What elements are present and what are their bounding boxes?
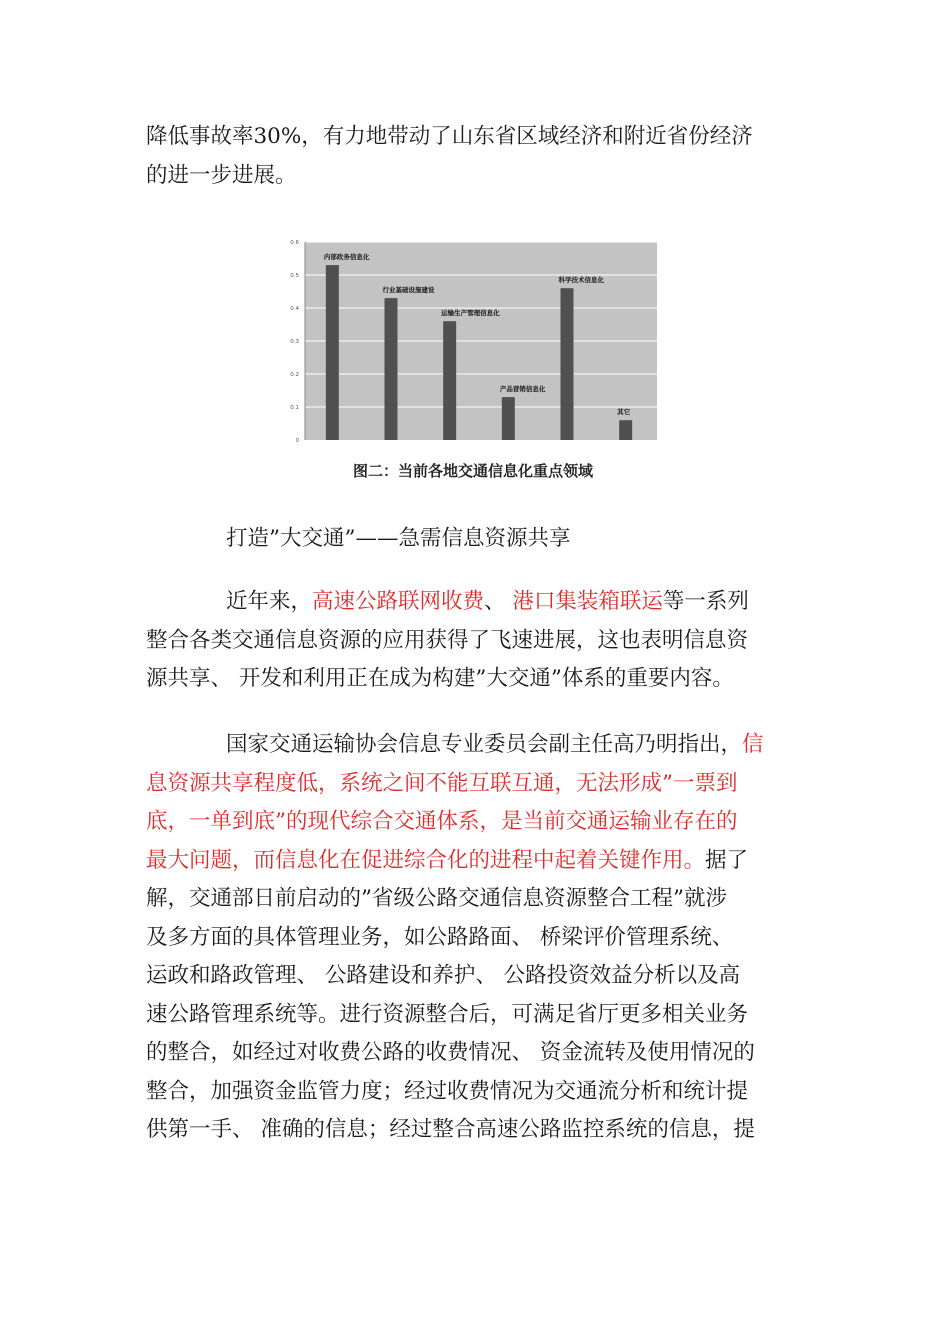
bar-category-label: 行业基础设施建设 (382, 286, 435, 295)
chart-caption: 图二：当前各地交通信息化重点领域 (352, 462, 593, 480)
text-line: 降低事故率30%，有力地带动了山东省区域经济和附近省份经济 (146, 124, 753, 149)
text-line: 整合，加强资金监管力度；经过收费情况为交通流分析和统计提 (146, 1078, 749, 1104)
y-tick-label: 0.1 (290, 405, 299, 411)
y-axis-ticks (290, 240, 299, 444)
bar-category-label: 产品营销信息化 (499, 385, 546, 394)
y-tick-label: 0.5 (290, 273, 299, 279)
text-segment: 据了 (705, 847, 749, 873)
y-tick-label: 0.4 (290, 306, 299, 312)
highlight-text: 高速公路联网收费 (312, 589, 485, 614)
bar (443, 321, 456, 440)
bar (561, 288, 574, 440)
text-line: 速公路管理系统等。进行资源整合后，可满足省厅更多相关业务 (146, 1001, 749, 1027)
bar (326, 265, 339, 440)
text-segment: 国家交通运输协会信息专业委员会副主任高乃明指出， (226, 732, 743, 757)
text-segment: 近年来， (226, 589, 313, 614)
text-line: 的进一步进展。 (146, 162, 297, 188)
text-line: 运政和路政管理、 公路建设和养护、 公路投资效益分析以及高 (146, 963, 741, 988)
paragraph-1 (146, 583, 806, 699)
bar (502, 397, 515, 440)
text-line (146, 726, 806, 765)
text-segment: 等一系列 (662, 589, 749, 614)
text-line: 供第一手、 准确的信息；经过整合高速公路监控系统的信息，提 (146, 1117, 755, 1142)
bar-category-label: 科学技术信息化 (558, 276, 604, 285)
text-line (146, 842, 806, 881)
bar (619, 420, 632, 440)
paragraph-2 (146, 726, 806, 1150)
highlight-text: 最大问题，而信息化在促进综合化的进程中起着关键作用。 (146, 847, 706, 873)
bar-category-label: 运输生产管理信息化 (441, 309, 500, 318)
text-line (146, 583, 806, 622)
text-line: 源共享、 开发和利用正在成为构建”大交通”体系的重要内容。 (146, 666, 734, 691)
section-heading: 打造”大交通”——急需信息资源共享 (226, 526, 571, 551)
text-line: 整合各类交通信息资源的应用获得了飞速进展，这也表明信息资 (146, 627, 749, 653)
y-tick-label: 0 (295, 438, 299, 444)
y-tick-label: 0.2 (290, 372, 299, 378)
bar-category-label: 其它 (617, 408, 631, 417)
text-line: 的整合，如经过对收费公路的收费情况、 资金流转及使用情况的 (146, 1040, 755, 1065)
highlight-text: 港口集装箱联运 (512, 589, 663, 614)
text-line: 解，交通部日前启动的”省级公路交通信息资源整合工程”就涉 (146, 886, 727, 911)
bar-chart (283, 234, 663, 448)
y-tick-label: 0.3 (290, 339, 299, 345)
bar (385, 298, 398, 440)
highlight-line: 底，一单到底”的现代综合交通体系，是当前交通运输业存在的 (146, 809, 738, 834)
bar-category-label: 内部政务信息化 (323, 253, 370, 262)
intro-paragraph (146, 118, 806, 195)
y-tick-label: 0.6 (290, 240, 299, 246)
text-segment: 、 (484, 589, 513, 614)
highlight-line: 息资源共享程度低，系统之间不能互联互通，无法形成”一票到 (146, 770, 738, 796)
text-line: 及多方面的具体管理业务，如公路路面、 桥梁评价管理系统、 (146, 924, 734, 950)
highlight-text: 信 (742, 732, 764, 757)
